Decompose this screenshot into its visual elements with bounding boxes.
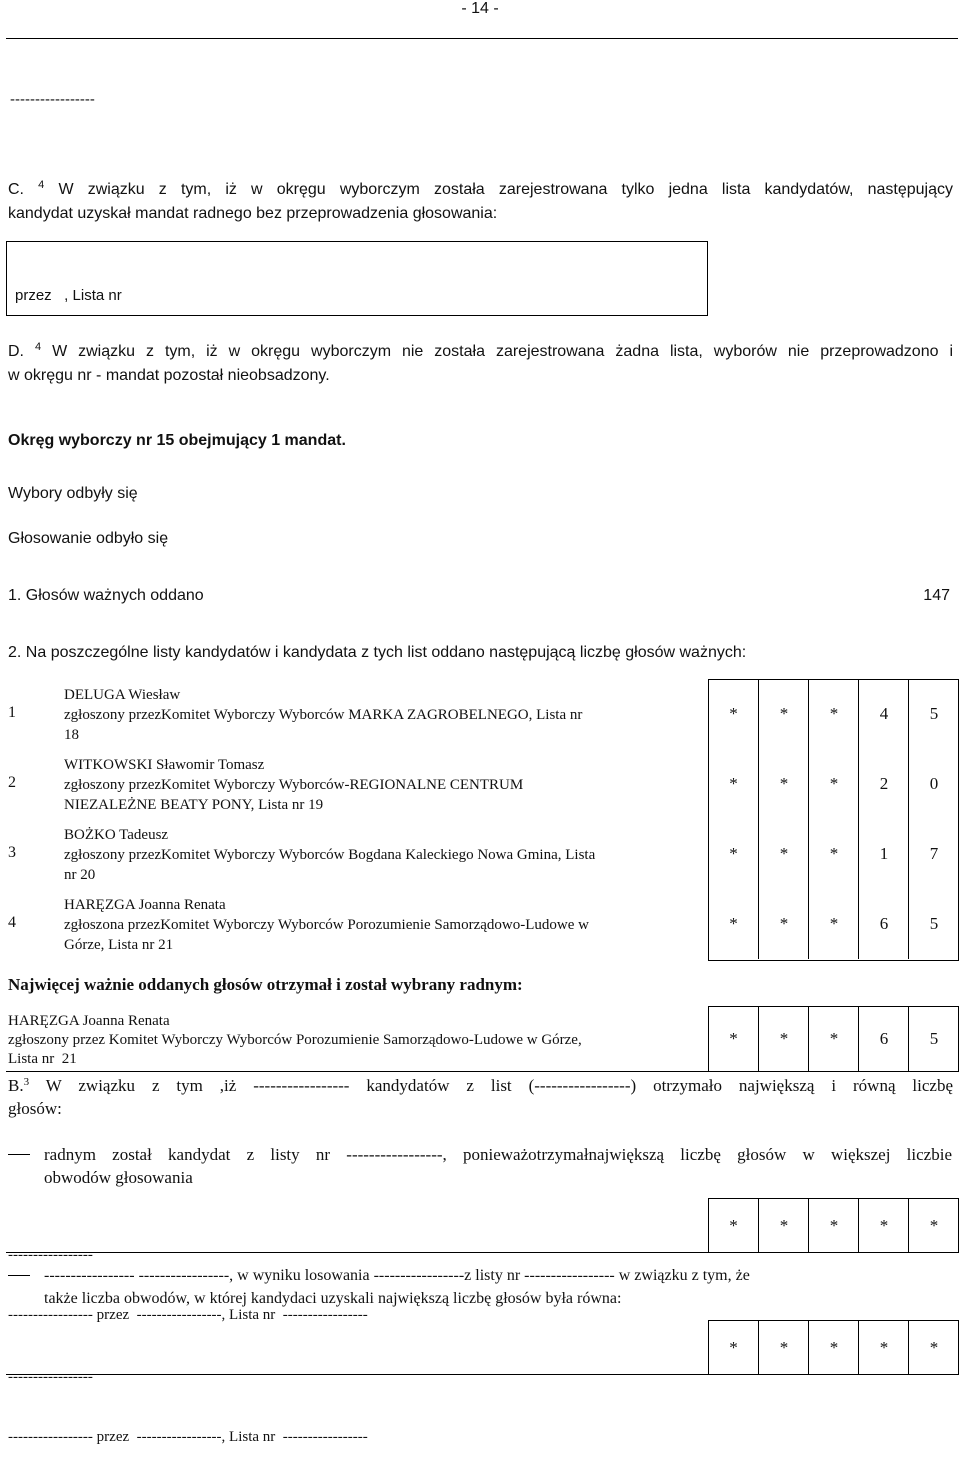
vote-digit-cell: * [758, 1006, 809, 1072]
vote-digit-cell: * [758, 749, 809, 819]
section-b [8, 1074, 953, 1120]
vote-digit-cell: * [729, 1029, 738, 1048]
b-box-2-line1: ----------------- [8, 1369, 93, 1385]
vote-digit-cell: * [758, 819, 809, 889]
vote-digit-cell: 1 [858, 819, 909, 889]
section-c-box-text: przez , Lista nr [15, 287, 122, 304]
lists-intro: 2. Na poszczególne listy kandydatów i kandydata z tych list oddano następującą liczbę głosów ważnych: [8, 644, 747, 661]
bullet-2-line1: ----------------- -----------------, w wyniku losowania -----------------z listy nr ----------------- w związku z tym, że [44, 1267, 750, 1284]
vote-digit-cell: * [808, 1006, 859, 1072]
vote-digit-cell: * [729, 704, 738, 723]
vote-digit-cell: * [858, 1320, 909, 1375]
section-b-line2: głosów: [8, 1099, 62, 1118]
elections-held: Wybory odbyły się [8, 485, 138, 502]
candidate-text [64, 755, 704, 815]
winner-committee: zgłoszony przez Komitet Wyborczy Wyborców Porozumienie Samorządowo-Ludowe w Górze, [8, 1032, 582, 1048]
vote-digit-cell: * [908, 1198, 959, 1253]
b-box-1-line2: ----------------- przez -----------------, Lista nr ----------------- [8, 1307, 368, 1323]
candidate-committee-line: zgłoszona przezKomitet Wyborczy Wyborców Porozumienie Samorządowo-Ludowe w [64, 917, 589, 933]
candidate-number: 1 [8, 704, 16, 721]
section-d-line1: D. $^4$ W związku z tym, iż w okręgu wyborczym nie została zarejestrowana żadna lista, wyborów nie przeprowadzono i [8, 341, 954, 360]
candidate-number: 3 [8, 844, 16, 861]
page-number: - 14 - [461, 0, 499, 17]
winner-name: HARĘZGA Joanna Renata [8, 1013, 170, 1029]
vote-digit-cell: * [758, 679, 809, 749]
candidate-committee-line: 18 [64, 727, 79, 743]
bullet-2-line2: także liczba obwodów, w której kandydaci uzyskali największą liczbę głosów była równa: [44, 1290, 622, 1307]
candidate-name: DELUGA Wiesław [64, 687, 181, 703]
vote-digit-cell: * [808, 1198, 859, 1253]
candidate-text [64, 825, 704, 885]
top-dashes: ----------------- [10, 91, 95, 108]
candidate-text [64, 895, 704, 955]
vote-digit-cell: 5 [908, 889, 959, 959]
vote-digit-cell: 2 [858, 749, 909, 819]
vote-digit-cell: * [808, 1320, 859, 1375]
bullet-dash-1 [8, 1154, 30, 1155]
vote-digit-cell: * [758, 1320, 809, 1375]
section-d [8, 340, 953, 388]
section-d-line2: w okręgu nr - mandat pozostał nieobsadzony. [8, 367, 330, 384]
vote-digit-cell: 6 [858, 1006, 909, 1072]
winner-list: Lista nr 21 [8, 1051, 77, 1067]
candidate-name: BOŻKO Tadeusz [64, 827, 169, 843]
vote-digit-cell: * [758, 889, 809, 959]
vote-digit-cell: 7 [908, 819, 959, 889]
candidate-committee-line: zgłoszony przezKomitet Wyborczy Wyborców MARKA ZAGROBELNEGO, Lista nr [64, 707, 583, 723]
vote-digit-cell: * [808, 889, 859, 959]
vote-digit-cell: 5 [908, 1006, 959, 1072]
bullet-1-line1: radnym został kandydat z listy nr -----------------, ponieważotrzymałnajwiększą liczbę głosów w większej liczbie [44, 1145, 952, 1164]
vote-digit-cell: * [729, 1337, 738, 1357]
candidate-name: WITKOWSKI Sławomir Tomasz [64, 757, 265, 773]
vote-digit-cell: * [729, 914, 738, 933]
candidate-committee-line: zgłoszony przezKomitet Wyborczy Wyborców-REGIONALNE CENTRUM [64, 777, 524, 793]
vote-digit-cell: * [758, 1198, 809, 1253]
bullet-1 [44, 1143, 952, 1189]
section-c-box [6, 241, 708, 316]
b-box-1-line1: ----------------- [8, 1247, 93, 1263]
candidate-text [64, 685, 704, 745]
vote-digit-cell: * [729, 774, 738, 793]
valid-votes-label: 1. Głosów ważnych oddano [8, 587, 204, 604]
vote-digit-cell: 0 [908, 749, 959, 819]
bullet-1-line2: obwodów głosowania [44, 1168, 193, 1187]
vote-digit-cell: 6 [858, 889, 909, 959]
b-box-2-text [8, 1327, 368, 1467]
section-b-line1: B.$^3$ W związku z tym ,iż ----------------- kandydatów z list (-----------------) otrzymało największą i równą liczbę [8, 1076, 953, 1095]
candidate-number: 4 [8, 914, 16, 931]
candidate-committee-line: zgłoszony przezKomitet Wyborczy Wyborców Bogdana Kaleckiego Nowa Gmina, Lista [64, 847, 596, 863]
section-c-line2: kandydat uzyskał mandat radnego bez przeprowadzenia głosowania: [8, 205, 498, 222]
candidate-name: HARĘZGA Joanna Renata [64, 897, 226, 913]
voting-held: Głosowanie odbyło się [8, 530, 169, 547]
vote-digit-cell: * [808, 749, 859, 819]
vote-digit-cell: * [729, 844, 738, 863]
vote-digit-cell: * [808, 679, 859, 749]
valid-votes-value: 147 [923, 587, 950, 604]
vote-digit-cell: 4 [858, 679, 909, 749]
b-box-2-line2: ----------------- przez -----------------, Lista nr ----------------- [8, 1429, 368, 1445]
section-c [8, 178, 953, 226]
winner-heading: Najwięcej ważnie oddanych głosów otrzymał i został wybrany radnym: [8, 975, 523, 994]
winner-text [8, 1012, 698, 1069]
bullet-dash-2 [8, 1275, 30, 1276]
candidate-committee-line: NIEZALEŻNE BEATY PONY, Lista nr 19 [64, 797, 324, 813]
candidate-committee-line: Górze, Lista nr 21 [64, 937, 174, 953]
vote-digit-cell: * [729, 1215, 738, 1235]
candidate-committee-line: nr 20 [64, 867, 96, 883]
candidate-number: 2 [8, 774, 16, 791]
header-rule [6, 38, 958, 39]
vote-digit-cell: 5 [908, 679, 959, 749]
vote-digit-cell: * [858, 1198, 909, 1253]
section-c-line1: C. $^4$ W związku z tym, iż w okręgu wyborczym została zarejestrowana tylko jedna lista kandydatów, następujący [8, 179, 954, 198]
bullet-2 [44, 1264, 952, 1310]
vote-digit-cell: * [808, 819, 859, 889]
vote-digit-cell: * [908, 1320, 959, 1375]
district-heading: Okręg wyborczy nr 15 obejmujący 1 mandat. [8, 432, 346, 449]
